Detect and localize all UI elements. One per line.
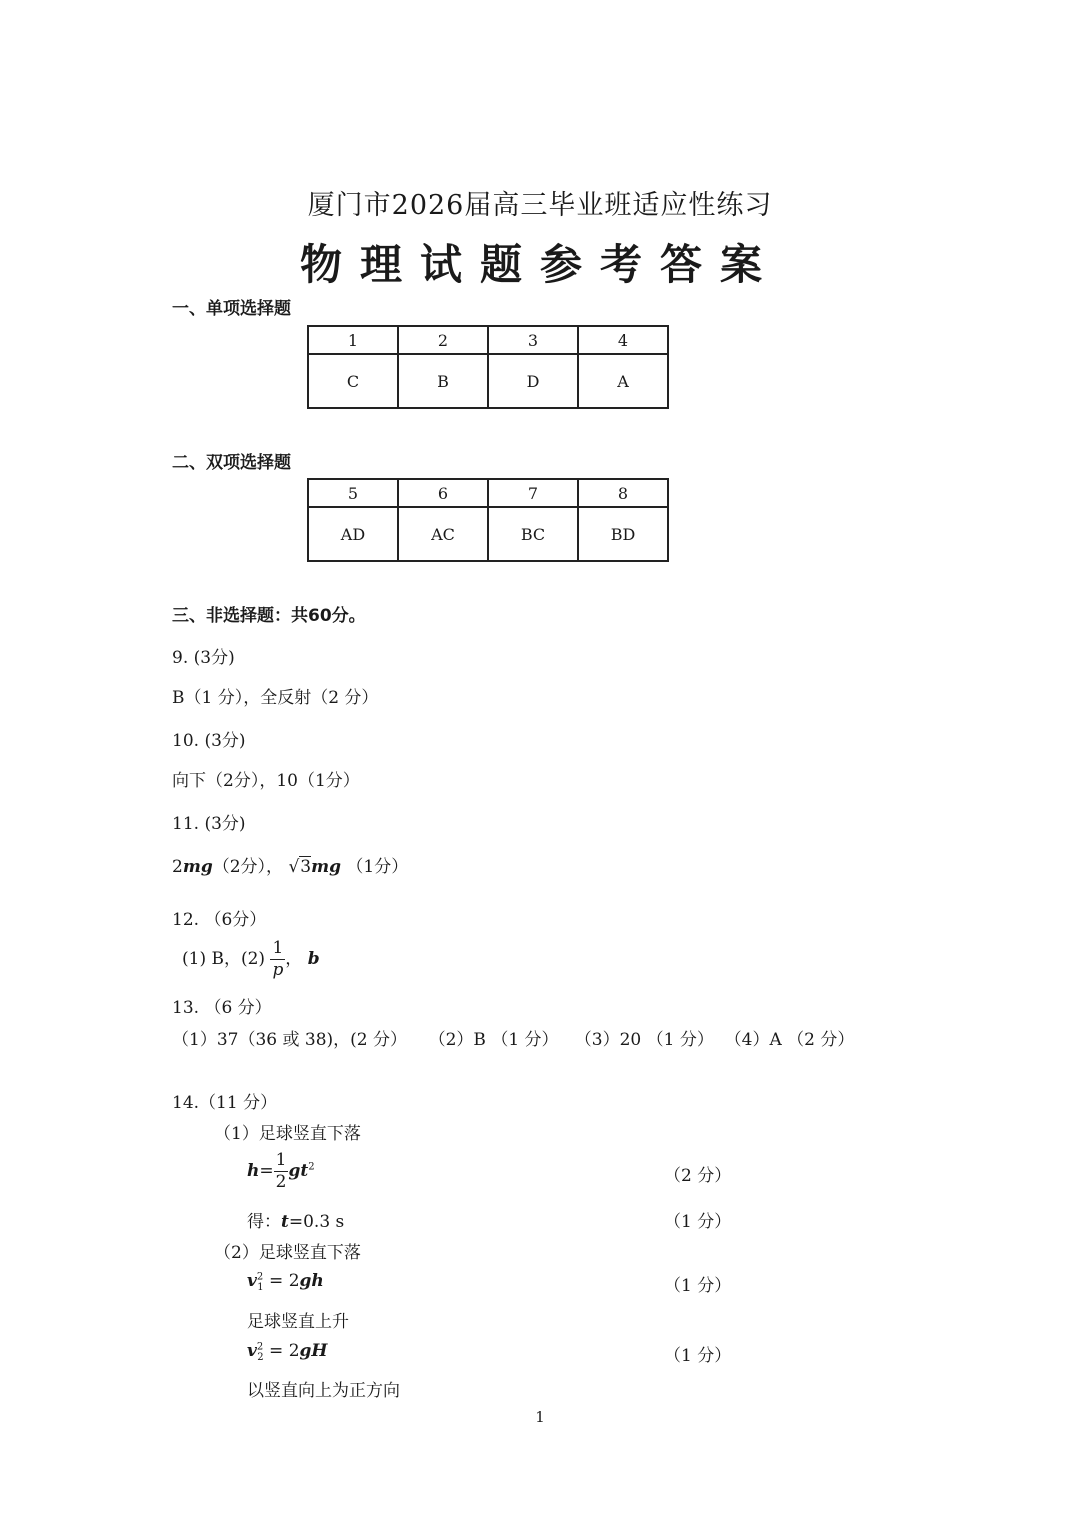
answer-cell: BC	[488, 507, 578, 561]
q14-equation-2: $v^2_1 = 2gh$	[247, 1271, 324, 1294]
q12-prefix: (1) B，(2)	[182, 949, 266, 969]
q12-label: 12. （6分）	[172, 910, 267, 930]
answer-cell: C	[308, 354, 398, 408]
q10-label: 10. (3分)	[172, 731, 246, 751]
q14-score: （1 分）	[664, 1276, 732, 1296]
answer-cell: D	[488, 354, 578, 408]
question-number: 2	[398, 326, 488, 354]
q14-score: （2 分）	[664, 1166, 732, 1186]
sqrt-expression: √3	[288, 857, 312, 877]
question-number: 8	[578, 479, 668, 507]
answer-cell: B	[398, 354, 488, 408]
q14-score: （1 分）	[664, 1212, 732, 1232]
q11-var: mg	[182, 857, 213, 877]
q12-answer: (1) B，(2) $\frac{1}{p}$ ， b	[182, 938, 320, 980]
question-number: 7	[488, 479, 578, 507]
question-number: 5	[308, 479, 398, 507]
q11-label: 11. (3分)	[172, 814, 246, 834]
q14-equation-3: $v^2_2 = 2gH$	[247, 1341, 328, 1364]
q14-result-1: 得：t=0.3 s	[247, 1212, 345, 1232]
q14-direction: 以竖直向上为正方向	[247, 1381, 400, 1401]
q9-label: 9. (3分)	[172, 648, 235, 668]
section-heading-non-choice: 三、非选择题：共60分。	[172, 606, 366, 626]
section-heading-single-choice: 一、单项选择题	[172, 299, 291, 319]
answer-cell: AD	[308, 507, 398, 561]
answer-cell: BD	[578, 507, 668, 561]
section-heading-double-choice: 二、双项选择题	[172, 453, 291, 473]
q9-answer: B（1 分），全反射（2 分）	[172, 688, 379, 708]
q11-score1: （2分），	[212, 857, 284, 877]
q13-label: 13. （6 分）	[172, 998, 272, 1018]
double-choice-answer-table	[307, 478, 669, 562]
q12-var: b	[307, 949, 320, 969]
document-subtitle: 物理试题参考答案	[299, 240, 780, 289]
q14-equation-1: h= $\frac{1}{2}$ $gt^2$	[247, 1150, 315, 1192]
question-number: 1	[308, 326, 398, 354]
q11-score2: （1分）	[346, 857, 409, 877]
q11-answer	[172, 852, 408, 877]
single-choice-answer-table	[307, 325, 669, 409]
answer-cell: A	[578, 354, 668, 408]
q14-part2: （2）足球竖直下落	[214, 1243, 361, 1263]
question-number: 3	[488, 326, 578, 354]
question-number: 6	[398, 479, 488, 507]
answer-cell: AC	[398, 507, 488, 561]
q10-answer: 向下（2分），10（1分）	[172, 771, 360, 791]
q11-coef: 2	[172, 857, 183, 877]
q14-label: 14.（11 分）	[172, 1093, 278, 1113]
q14-part1: （1）足球竖直下落	[214, 1124, 361, 1144]
q14-rise: 足球竖直上升	[247, 1312, 349, 1332]
q14-score: （1 分）	[664, 1346, 732, 1366]
q13-answer: （1）37（36 或 38)，(2 分） （2）B （1 分） （3）20 （1 分） （4）A （2 分）	[172, 1030, 855, 1050]
fraction: $\frac{1}{p}$	[272, 938, 284, 980]
question-number: 4	[578, 326, 668, 354]
fraction: $\frac{1}{2}$	[275, 1150, 287, 1192]
page-number: 1	[535, 1408, 545, 1426]
document-title: 厦门市2026届高三毕业班适应性练习	[307, 190, 773, 221]
q11-var2: mg	[311, 857, 341, 877]
